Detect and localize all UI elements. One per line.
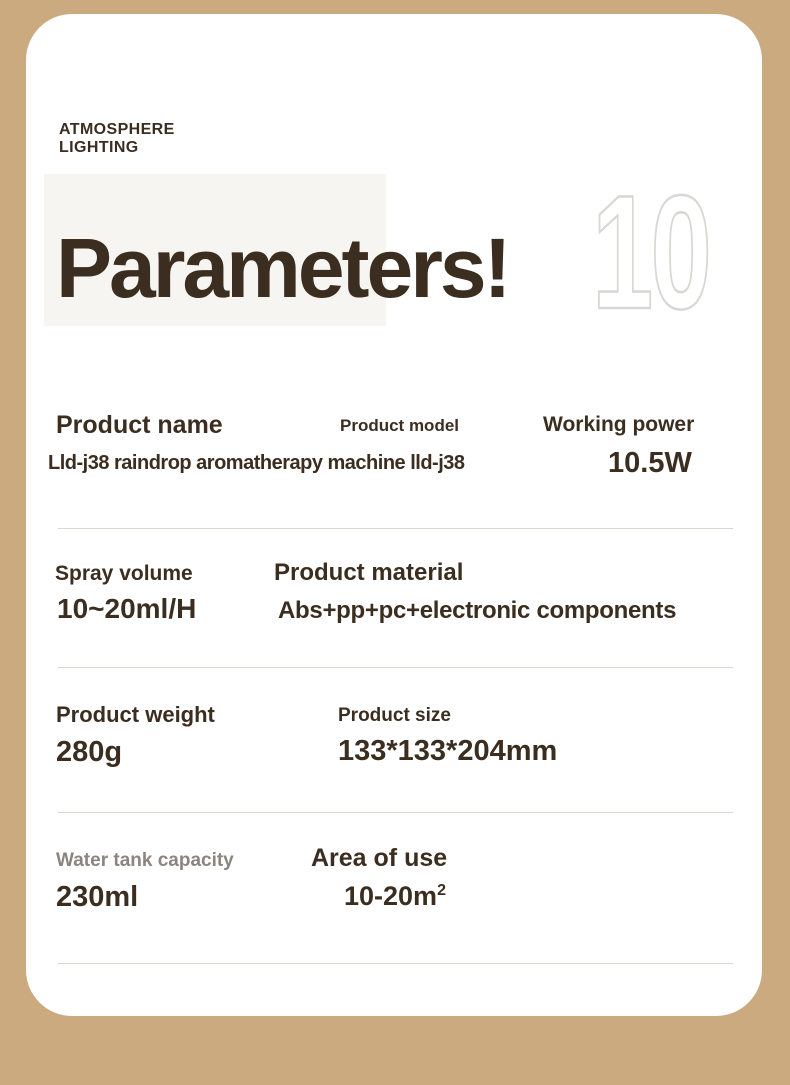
spec-value-spray-volume: 10~20ml/H <box>57 593 197 624</box>
spec-label-product-size: Product size <box>338 705 451 726</box>
spec-label-working-power: Working power <box>543 413 695 436</box>
spec-label-product-name: Product name <box>56 411 223 439</box>
spec-value-working-power: 10.5W <box>608 447 692 479</box>
spec-value-product-size: 133*133*204mm <box>338 735 558 767</box>
spec-value-water-tank-capacity: 230ml <box>56 881 139 913</box>
spec-label-water-tank-capacity: Water tank capacity <box>56 850 234 871</box>
brand-line-2: LIGHTING <box>59 139 139 156</box>
spec-value-product-material: Abs+pp+pc+electronic components <box>278 597 677 624</box>
spec-label-spray-volume: Spray volume <box>55 562 193 585</box>
area-of-use-superscript: 2 <box>437 882 446 899</box>
divider <box>58 667 733 668</box>
spec-label-product-model: Product model <box>340 416 460 435</box>
divider <box>58 963 733 964</box>
page-number-outline: 10 <box>592 162 710 343</box>
spec-label-product-weight: Product weight <box>56 702 215 727</box>
divider <box>58 812 733 813</box>
area-of-use-number: 10-20m <box>344 881 438 911</box>
spec-value-product-name: Lld-j38 raindrop aromatherapy machine lld-j38 <box>48 452 465 474</box>
spec-value-product-weight: 280g <box>56 736 123 768</box>
product-card <box>26 14 762 1016</box>
page-title: Parameters! <box>56 221 509 315</box>
divider <box>58 528 733 529</box>
spec-label-area-of-use: Area of use <box>311 844 448 872</box>
brand-line-1: ATMOSPHERE <box>59 121 175 138</box>
spec-label-product-material: Product material <box>274 559 464 586</box>
brand-logo <box>59 121 175 157</box>
spec-value-area-of-use <box>344 882 446 912</box>
